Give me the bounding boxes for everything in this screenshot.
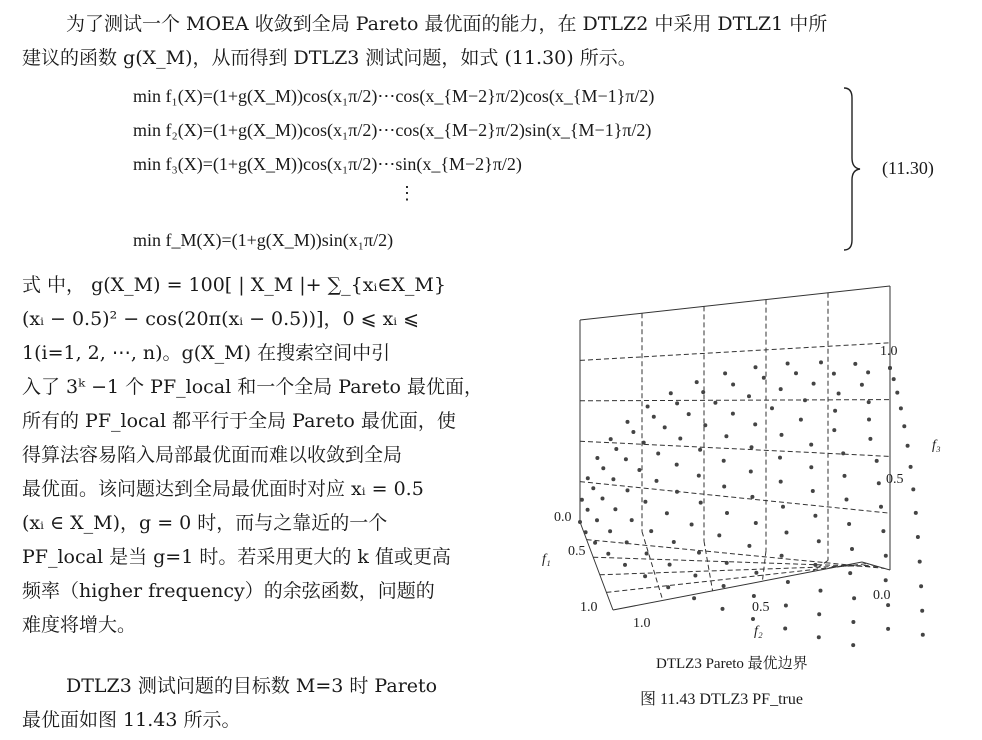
pareto-point: [845, 498, 849, 502]
pareto-point: [899, 406, 903, 410]
pareto-point: [675, 463, 679, 467]
f1-tick-1: 1.0: [580, 600, 598, 615]
pareto-point: [785, 531, 789, 535]
pareto-point: [675, 490, 679, 494]
pareto-point: [723, 371, 727, 375]
pareto-point: [817, 539, 821, 543]
pareto-point: [754, 365, 758, 369]
pareto-point: [666, 585, 670, 589]
body-line: (xᵢ − 0.5)² − cos(20π(xᵢ − 0.5))]，0 ⩽ xᵢ ⩽: [22, 308, 420, 330]
pareto-point: [841, 451, 845, 455]
body-line: 1(i=1, 2, ⋯, n)。g(X_M) 在搜索空间中引: [22, 342, 391, 364]
pareto-figure: [540, 270, 980, 672]
f2-axis-label: f₂: [754, 624, 763, 639]
pareto-point: [867, 400, 871, 404]
pareto-point: [663, 425, 667, 429]
pareto-point: [886, 627, 890, 631]
pareto-point: [906, 444, 910, 448]
equation-line-1: min f₁(X)=(1+g(X_M))cos(x₁π/2)⋯cos(x_{M−2}π/2)cos(x_{M−1}π/2): [133, 86, 655, 106]
equation-line-4: min f_M(X)=(1+g(X_M))sin(x₁π/2): [133, 230, 394, 250]
pareto-point: [631, 430, 635, 434]
pareto-point: [690, 523, 694, 527]
pareto-point: [701, 390, 705, 394]
pareto-point: [713, 401, 717, 405]
plot-gridline: [580, 522, 613, 610]
pareto-point: [722, 584, 726, 588]
pareto-point: [817, 635, 821, 639]
pareto-point: [754, 571, 758, 575]
pareto-point: [609, 437, 613, 441]
intro-line-1: 为了测试一个 MOEA 收敛到全局 Pareto 最优面的能力，在 DTLZ2 中采用 DTLZ1 中所: [66, 13, 828, 35]
pareto-point: [780, 554, 784, 558]
pareto-point: [832, 428, 836, 432]
pareto-point: [848, 571, 852, 575]
pareto-point: [642, 441, 646, 445]
pareto-point: [847, 522, 851, 526]
plot-gridline: [580, 482, 890, 514]
pareto-point: [833, 409, 837, 413]
pareto-point: [817, 612, 821, 616]
pareto-point: [699, 501, 703, 505]
pareto-point: [750, 445, 754, 449]
pareto-point: [852, 596, 856, 600]
pareto-point: [877, 481, 881, 485]
pareto-point: [593, 541, 597, 545]
plot-gridline: [613, 562, 862, 610]
pareto-point: [819, 360, 823, 364]
pareto-point: [911, 487, 915, 491]
pareto-point: [725, 511, 729, 515]
pareto-point: [813, 563, 817, 567]
pareto-point: [921, 633, 925, 637]
pareto-point: [665, 511, 669, 515]
pareto-point: [819, 589, 823, 593]
pareto-point: [884, 578, 888, 582]
pareto-point: [586, 508, 590, 512]
equation-line-3: min f₃(X)=(1+g(X_M))cos(x₁π/2)⋯sin(x_{M−2}π/2): [133, 154, 522, 174]
pareto-point: [813, 514, 817, 518]
pareto-point: [786, 580, 790, 584]
plot-gridline: [600, 565, 873, 575]
pareto-point: [611, 477, 615, 481]
pareto-point: [717, 533, 721, 537]
pareto-point: [794, 371, 798, 375]
pareto-point: [626, 488, 630, 492]
f3-tick-05: 0.5: [886, 472, 904, 487]
plot-gridline: [704, 541, 713, 591]
pareto-point: [595, 456, 599, 460]
pareto-point: [881, 529, 885, 533]
pareto-point: [749, 470, 753, 474]
pareto-point: [693, 574, 697, 578]
pareto-point: [902, 424, 906, 428]
plot-gridline: [580, 400, 890, 401]
body-line: 最优面。该问题达到全局最优面时对应 xᵢ = 0.5: [22, 478, 424, 500]
plot-gridline: [642, 532, 663, 601]
pareto-point: [778, 456, 782, 460]
pareto-point: [754, 521, 758, 525]
pareto-point: [867, 418, 871, 422]
pareto-point: [678, 437, 682, 441]
f3-tick-1: 1.0: [880, 344, 898, 359]
pareto-point: [697, 474, 701, 478]
pareto-point: [652, 415, 656, 419]
pareto-point: [656, 452, 660, 456]
pareto-point: [753, 422, 757, 426]
equation-brace: [842, 86, 862, 252]
body-text: [22, 268, 520, 642]
pareto-point: [866, 370, 870, 374]
pareto-point: [703, 423, 707, 427]
pareto-point: [888, 366, 892, 370]
pareto-point: [630, 518, 634, 522]
pareto-3d-plot: [540, 270, 980, 650]
pareto-point: [625, 540, 629, 544]
pareto-point: [724, 434, 728, 438]
figure-title: DTLZ3 Pareto 最优边界: [656, 656, 808, 672]
pareto-point: [675, 401, 679, 405]
pareto-point: [781, 505, 785, 509]
pareto-point: [786, 362, 790, 366]
pareto-point: [725, 561, 729, 565]
pareto-point: [811, 489, 815, 493]
intro-line-2: 建议的函数 g(X_M)，从而得到 DTLZ3 测试问题，如式 (11.30) 所示。: [22, 47, 637, 69]
f1-tick-05: 0.5: [568, 544, 586, 559]
pareto-point: [851, 643, 855, 647]
pareto-point: [643, 574, 647, 578]
pareto-point: [731, 412, 735, 416]
pareto-point: [697, 551, 701, 555]
pareto-point: [623, 563, 627, 567]
pareto-point: [721, 607, 725, 611]
pareto-point: [920, 609, 924, 613]
pareto-point: [868, 437, 872, 441]
pareto-point: [895, 391, 899, 395]
pareto-point: [692, 596, 696, 600]
pareto-point: [624, 457, 628, 461]
pareto-point: [809, 443, 813, 447]
pareto-point: [750, 495, 754, 499]
pareto-point: [779, 480, 783, 484]
pareto-point: [850, 547, 854, 551]
pareto-point: [909, 465, 913, 469]
pareto-point: [591, 486, 595, 490]
closing-line-1: DTLZ3 测试问题的目标数 M=3 时 Pareto: [66, 675, 438, 697]
pareto-point: [914, 511, 918, 515]
equation-line-2: min f₂(X)=(1+g(X_M))cos(x₁π/2)⋯cos(x_{M−2}π/2)sin(x_{M−1}π/2): [133, 120, 652, 140]
pareto-point: [613, 507, 617, 511]
body-line: 入了 3ᵏ −1 个 PF_local 和一个全局 Pareto 最优面，: [22, 376, 483, 398]
equation-number: (11.30): [882, 158, 934, 178]
pareto-point: [578, 520, 582, 524]
plot-gridline: [593, 557, 879, 567]
pareto-point: [832, 372, 836, 376]
f2-tick-1: 1.0: [633, 616, 651, 631]
pareto-point: [779, 387, 783, 391]
pareto-point: [722, 485, 726, 489]
f1-axis-label: f₁: [542, 552, 551, 567]
pareto-point: [608, 529, 612, 533]
plot-gridline: [587, 540, 885, 569]
figure-caption: 图 11.43 DTLZ3 PF_true: [640, 691, 803, 708]
f2-tick-05: 0.5: [752, 600, 770, 615]
pareto-point: [799, 418, 803, 422]
closing-line-2: 最优面如图 11.43 所示。: [22, 709, 241, 731]
pareto-point: [731, 383, 735, 387]
pareto-point: [698, 448, 702, 452]
pareto-point: [837, 392, 841, 396]
pareto-point: [780, 433, 784, 437]
f3-tick-0: 0.0: [873, 588, 891, 603]
pareto-point: [695, 380, 699, 384]
pareto-point: [812, 382, 816, 386]
pareto-point: [601, 466, 605, 470]
equation-vdots: ⋮: [398, 183, 416, 204]
body-line: 所有的 PF_local 都平行于全局 Pareto 最优面，使: [22, 410, 456, 432]
pareto-point: [875, 459, 879, 463]
pareto-point: [879, 505, 883, 509]
pareto-point: [783, 627, 787, 631]
f1-tick-0: 0.0: [554, 510, 572, 525]
pareto-point: [853, 362, 857, 366]
pareto-point: [916, 535, 920, 539]
pareto-point: [762, 376, 766, 380]
pareto-point: [586, 476, 590, 480]
plot-gridline: [580, 343, 890, 361]
pareto-point: [918, 560, 922, 564]
pareto-point: [643, 500, 647, 504]
pareto-point: [614, 447, 618, 451]
pareto-point: [584, 530, 588, 534]
body-line: 难度将增大。: [22, 614, 137, 636]
pareto-point: [626, 420, 630, 424]
body-line: 频率（higher frequency）的余弦函数，问题的: [22, 580, 435, 602]
pareto-point: [851, 620, 855, 624]
pareto-point: [751, 617, 755, 621]
pareto-point: [803, 398, 807, 402]
pareto-point: [722, 459, 726, 463]
pareto-point: [672, 540, 676, 544]
body-line: 得算法容易陷入局部最优面而难以收敛到全局: [22, 444, 403, 466]
pareto-point: [645, 552, 649, 556]
pareto-point: [668, 563, 672, 567]
body-line: 式 中， g(X_M) = 100[ | X_M |+ ∑_{xᵢ∈X_M}: [22, 274, 446, 296]
pareto-point: [843, 474, 847, 478]
plot-gridline: [580, 286, 890, 320]
pareto-point: [595, 518, 599, 522]
pareto-point: [919, 584, 923, 588]
pareto-point: [892, 377, 896, 381]
f3-axis-label: f₃: [932, 438, 941, 453]
pareto-point: [884, 554, 888, 558]
pareto-point: [747, 394, 751, 398]
pareto-point: [655, 479, 659, 483]
body-line: PF_local 是当 g=1 时。若采用更大的 k 值或更高: [22, 546, 451, 568]
pareto-point: [770, 406, 774, 410]
pareto-point: [752, 594, 756, 598]
pareto-point: [747, 544, 751, 548]
body-line: (xᵢ ∈ X_M)，g = 0 时，而与之靠近的一个: [22, 512, 388, 534]
pareto-point: [606, 552, 610, 556]
pareto-point: [809, 465, 813, 469]
pareto-point: [669, 391, 673, 395]
plot-gridline: [762, 551, 766, 581]
pareto-point: [646, 405, 650, 409]
pareto-point: [580, 498, 584, 502]
pareto-point: [601, 497, 605, 501]
pareto-point: [637, 468, 641, 472]
pareto-point: [860, 383, 864, 387]
pareto-point: [784, 604, 788, 608]
pareto-point: [649, 529, 653, 533]
pareto-point: [687, 412, 691, 416]
